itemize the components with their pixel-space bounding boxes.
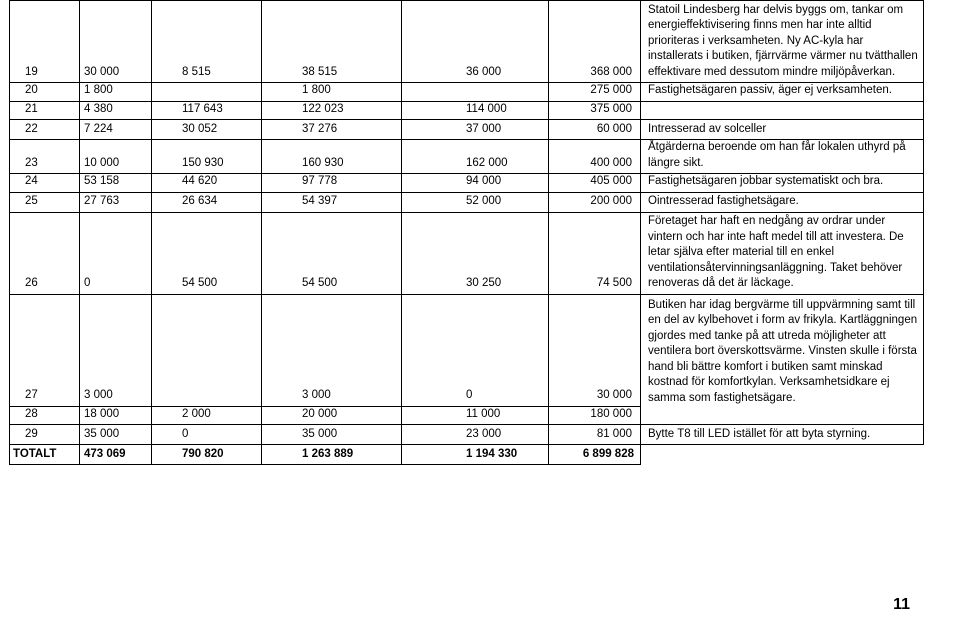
cell-value-2: 26 634	[152, 192, 262, 212]
cell-value-5: 81 000	[549, 425, 641, 445]
cell-value-3: 3 000	[262, 294, 402, 406]
cell-value-2: 150 930	[152, 140, 262, 174]
total-value-3: 1 263 889	[262, 445, 402, 465]
cell-value-4: 0	[402, 294, 549, 406]
table-row	[10, 192, 924, 212]
cell-value-5: 375 000	[549, 101, 641, 120]
cell-nr: 25	[10, 192, 80, 212]
cell-value-3: 54 500	[262, 212, 402, 294]
cell-value-2: 0	[152, 425, 262, 445]
cell-comment: Intresserad av solceller	[641, 120, 924, 140]
cell-value-5: 30 000	[549, 294, 641, 406]
table-row	[10, 425, 924, 445]
cell-value-5: 200 000	[549, 192, 641, 212]
total-blank-cell	[641, 445, 924, 465]
cell-value-3: 38 515	[262, 1, 402, 83]
cell-value-1: 30 000	[80, 1, 152, 83]
cell-value-3: 37 276	[262, 120, 402, 140]
total-value-2: 790 820	[152, 445, 262, 465]
cell-value-2: 8 515	[152, 1, 262, 83]
cell-value-5: 400 000	[549, 140, 641, 174]
cell-comment	[641, 101, 924, 120]
cell-comment: Statoil Lindesberg har delvis byggs om, tankar om energieffektivisering finns men har inte alltid prioriteras i verksamheten. Ny AC-kyla har installerats i butiken, fjärrvärme värmer nu tvätthallen effektivare med dessutom mindre miljöpåverkan.	[641, 1, 924, 83]
cell-value-4: 94 000	[402, 174, 549, 193]
cell-value-3: 97 778	[262, 174, 402, 193]
cell-value-1: 7 224	[80, 120, 152, 140]
cell-value-1: 18 000	[80, 406, 152, 425]
cell-comment: Fastighetsägaren jobbar systematiskt och bra.	[641, 174, 924, 193]
cell-value-1: 1 800	[80, 83, 152, 102]
cell-value-2: 30 052	[152, 120, 262, 140]
cell-value-3: 160 930	[262, 140, 402, 174]
cell-value-4: 162 000	[402, 140, 549, 174]
cell-comment: Fastighetsägaren passiv, äger ej verksamheten.	[641, 83, 924, 102]
table-row	[10, 83, 924, 102]
measures-table	[9, 0, 924, 465]
table-row	[10, 294, 924, 406]
cell-value-2: 44 620	[152, 174, 262, 193]
cell-value-1: 10 000	[80, 140, 152, 174]
cell-value-4: 30 250	[402, 212, 549, 294]
cell-comment: Företaget har haft en nedgång av ordrar under vintern och har inte haft medel till att investera. De letar själva efter material till en enkel ventilationsåtervinningsanläggning. Taket behöver renoveras då det är läckage.	[641, 212, 924, 294]
cell-value-4: 23 000	[402, 425, 549, 445]
cell-value-4: 11 000	[402, 406, 549, 425]
cell-value-3: 54 397	[262, 192, 402, 212]
table-row	[10, 101, 924, 120]
cell-value-3: 20 000	[262, 406, 402, 425]
cell-comment: Åtgärderna beroende om han får lokalen uthyrd på längre sikt.	[641, 140, 924, 174]
table-row	[10, 120, 924, 140]
cell-value-2: 54 500	[152, 212, 262, 294]
cell-value-1: 27 763	[80, 192, 152, 212]
cell-value-2: 2 000	[152, 406, 262, 425]
cell-value-4	[402, 83, 549, 102]
total-value-4: 1 194 330	[402, 445, 549, 465]
cell-value-4: 52 000	[402, 192, 549, 212]
cell-nr: 28	[10, 406, 80, 425]
cell-value-3: 1 800	[262, 83, 402, 102]
table-row	[10, 212, 924, 294]
total-row	[10, 445, 924, 465]
cell-value-4: 114 000	[402, 101, 549, 120]
cell-value-5: 60 000	[549, 120, 641, 140]
cell-nr: 27	[10, 294, 80, 406]
total-label: TOTALT	[10, 445, 80, 465]
cell-comment: Bytte T8 till LED istället för att byta styrning.	[641, 425, 924, 445]
cell-value-1: 53 158	[80, 174, 152, 193]
cell-nr: 20	[10, 83, 80, 102]
cell-value-4: 36 000	[402, 1, 549, 83]
cell-nr: 19	[10, 1, 80, 83]
table-row	[10, 140, 924, 174]
cell-nr: 23	[10, 140, 80, 174]
cell-nr: 26	[10, 212, 80, 294]
total-value-1: 473 069	[80, 445, 152, 465]
cell-value-5: 180 000	[549, 406, 641, 425]
cell-value-3: 35 000	[262, 425, 402, 445]
page-number: 11	[893, 596, 910, 613]
cell-comment: Ointresserad fastighetsägare.	[641, 192, 924, 212]
cell-nr: 22	[10, 120, 80, 140]
cell-value-5: 405 000	[549, 174, 641, 193]
cell-nr: 29	[10, 425, 80, 445]
cell-value-5: 74 500	[549, 212, 641, 294]
cell-comment: Butiken har idag bergvärme till uppvärmning samt till en del av kylbehovet i form av frikyla. Kartläggningen gjordes med tanke på att utreda möjligheter att ventilera bort överskottsvärme. Vinsten skulle i första hand bli bättre komfort i butiken samt minskad kostnad för komfortkylan. Verksamhetsidkare ej samma som fastighetsägare.	[641, 294, 924, 425]
cell-value-1: 4 380	[80, 101, 152, 120]
table-row	[10, 1, 924, 83]
cell-nr: 21	[10, 101, 80, 120]
cell-value-1: 0	[80, 212, 152, 294]
table-row	[10, 174, 924, 193]
cell-value-5: 368 000	[549, 1, 641, 83]
cell-value-1: 3 000	[80, 294, 152, 406]
total-value-5: 6 899 828	[549, 445, 641, 465]
cell-value-3: 122 023	[262, 101, 402, 120]
cell-value-2: 117 643	[152, 101, 262, 120]
cell-value-2	[152, 83, 262, 102]
cell-value-1: 35 000	[80, 425, 152, 445]
cell-value-2	[152, 294, 262, 406]
cell-nr: 24	[10, 174, 80, 193]
cell-value-5: 275 000	[549, 83, 641, 102]
cell-value-4: 37 000	[402, 120, 549, 140]
